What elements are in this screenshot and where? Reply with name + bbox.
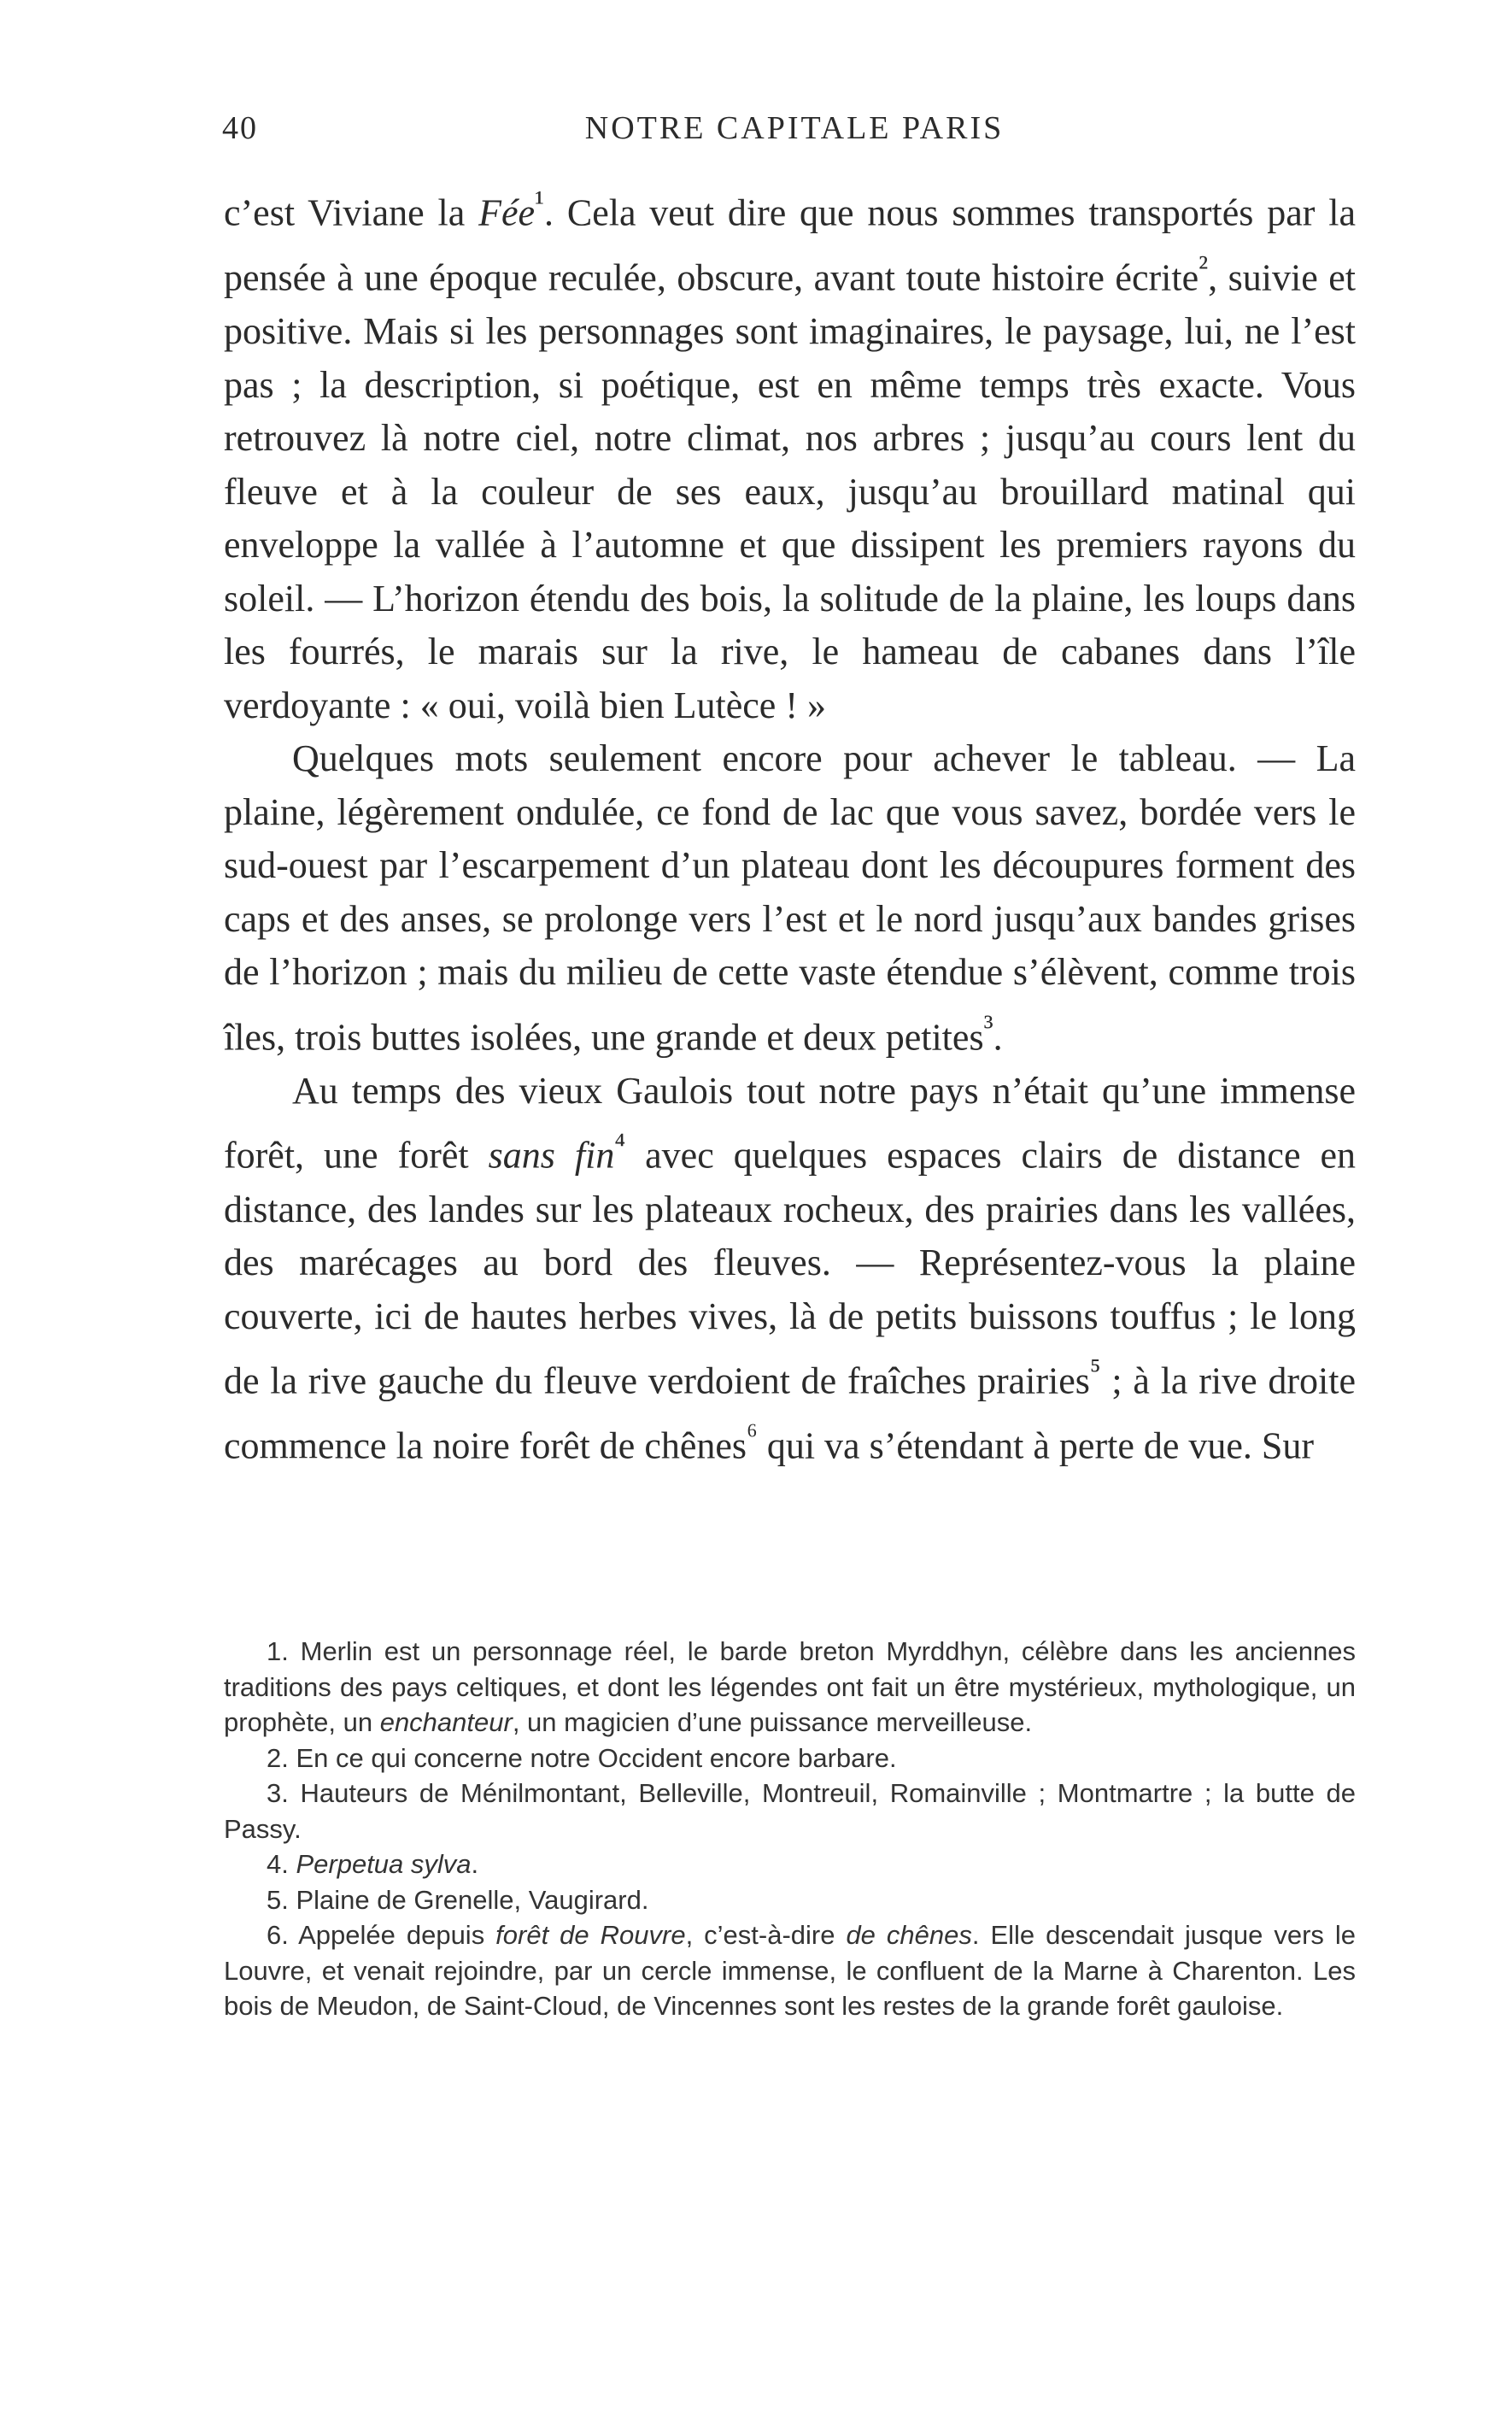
footnote-1-italic: enchanteur bbox=[379, 1707, 513, 1737]
paragraph-3-italic-sans-fin: sans fin bbox=[488, 1135, 615, 1177]
paragraph-3-text-f: ; à la rive droite commence la noire forêt de chênes bbox=[224, 1359, 1357, 1467]
page-header-title: NOTRE CAPITALE PARIS bbox=[584, 110, 1005, 146]
paragraph-1-text-f: , suivie et positive. Mais si les personnages sont imaginaires, le paysage, lui, ne l’est pas ; la description, si poétique, est en même temps très exacte. Vous retrouvez là notre ciel, notre climat, nos arbres ; jusqu’au cours lent du fleuve et à la couleur de ses eaux, jusqu’au brouillard matinal qui enveloppe la vallée à l’automne et que dissipent les premiers rayons du soleil. — L’horizon étendu des bois, la solitude de la plaine, les loups dans les fourrés, le marais sur la rive, le hameau de cabanes dans l’île verdoyante : « oui, voilà bien Lutèce ! » bbox=[224, 256, 1356, 726]
body-text bbox=[224, 175, 1356, 1473]
footnote-4 bbox=[224, 1846, 1356, 1882]
footnote-1 bbox=[224, 1634, 1356, 1741]
footnote-6 bbox=[224, 1917, 1356, 2024]
footnote-6-text-e: . Elle descendait jusque vers le Louvre, et venait rejoindre, par un cercle immense, le confluent de la Marne à Charenton. Les bois de Meudon, de Saint-Cloud, de Vincennes sont les restes de la grande forêt gauloise. bbox=[224, 1920, 1356, 2021]
paragraph-2 bbox=[224, 732, 1356, 1065]
footnote-5: 5. Plaine de Grenelle, Vaugirard. bbox=[267, 1884, 649, 1915]
paragraph-1-italic-fee: Fée bbox=[478, 191, 536, 234]
paragraph-3-text-a: Au temps des vieux Gaulois tout notre pays n’était qu’une immense forêt, une forêt bbox=[224, 1069, 1356, 1177]
footnote-ref-5: ⁵ bbox=[1089, 1352, 1101, 1388]
running-head bbox=[222, 103, 1367, 154]
footnotes bbox=[224, 1634, 1356, 2024]
footnote-6-italic-rouvre: forêt de Rouvre bbox=[495, 1920, 686, 1950]
footnote-3: 3. Hauteurs de Ménilmontant, Belleville, Montreuil, Romainville ; Montmartre ; la butte de Passy. bbox=[224, 1778, 1356, 1844]
paragraph-1-text-d: . Cela veut dire que nous sommes transportés par la pensée à une époque reculée, obscure, avant toute histoire écrite bbox=[224, 191, 1356, 299]
paragraph-1-text-a: c’est Viviane la bbox=[224, 191, 479, 234]
footnote-1-text-a: 1. Merlin est un personnage réel, le barde breton Myrddhyn, célèbre dans les anciennes traditions des pays celtiques, et dont les légendes ont fait un être mystérieux, mythologique, un prophète, un bbox=[224, 1636, 1356, 1737]
footnote-6-text-c: , c’est-à-dire bbox=[685, 1920, 847, 1950]
paragraph-3-text-h: qui va s’étendant à perte de vue. Sur bbox=[757, 1424, 1315, 1467]
footnote-4-text-c: . bbox=[471, 1849, 479, 1879]
footnote-ref-4: ⁴ bbox=[614, 1126, 626, 1162]
footnote-ref-1: ¹ bbox=[535, 184, 545, 219]
footnote-6-text-a: 6. Appelée depuis bbox=[267, 1920, 496, 1950]
paragraph-1 bbox=[224, 175, 1356, 732]
footnote-4-italic: Perpetua sylva bbox=[296, 1849, 472, 1879]
footnote-ref-6: ⁶ bbox=[747, 1417, 758, 1453]
page-number: 40 bbox=[222, 110, 258, 146]
paragraph-2-text-c: . bbox=[993, 1016, 1003, 1059]
footnote-6-italic-chenes: de chênes bbox=[846, 1920, 972, 1950]
footnote-ref-3: ³ bbox=[983, 1007, 993, 1043]
footnote-2: 2. En ce qui concerne notre Occident encore barbare. bbox=[267, 1742, 897, 1773]
footnote-1-text-c: , un magicien d’une puissance merveilleuse. bbox=[512, 1707, 1033, 1737]
paragraph-3-text-d: avec quelques espaces clairs de distance en distance, des landes sur les plateaux rocheux, des prairies dans les vallées, des marécages au bord des fleuves. — Représentez-vous la plaine couverte, ici de hautes herbes vives, là de petits buissons touffus ; le long de la rive gauche du fleuve verdoient de fraîches prairies bbox=[224, 1135, 1356, 1402]
footnote-4-text-a: 4. bbox=[267, 1849, 296, 1879]
paragraph-2-text-a: Quelques mots seulement encore pour achever le tableau. — La plaine, légèrement ondulée, ce fond de lac que vous savez, bordée vers le sud-ouest par l’escarpement d’un plateau dont les découpures forment des caps et des anses, se prolonge vers l’est et le nord jusqu’aux bandes grises de l’horizon ; mais du milieu de cette vaste étendue s’élèvent, comme trois îles, trois buttes isolées, une grande et deux petites bbox=[224, 737, 1356, 1059]
paragraph-3 bbox=[224, 1065, 1356, 1473]
footnote-ref-2: ² bbox=[1198, 249, 1209, 285]
